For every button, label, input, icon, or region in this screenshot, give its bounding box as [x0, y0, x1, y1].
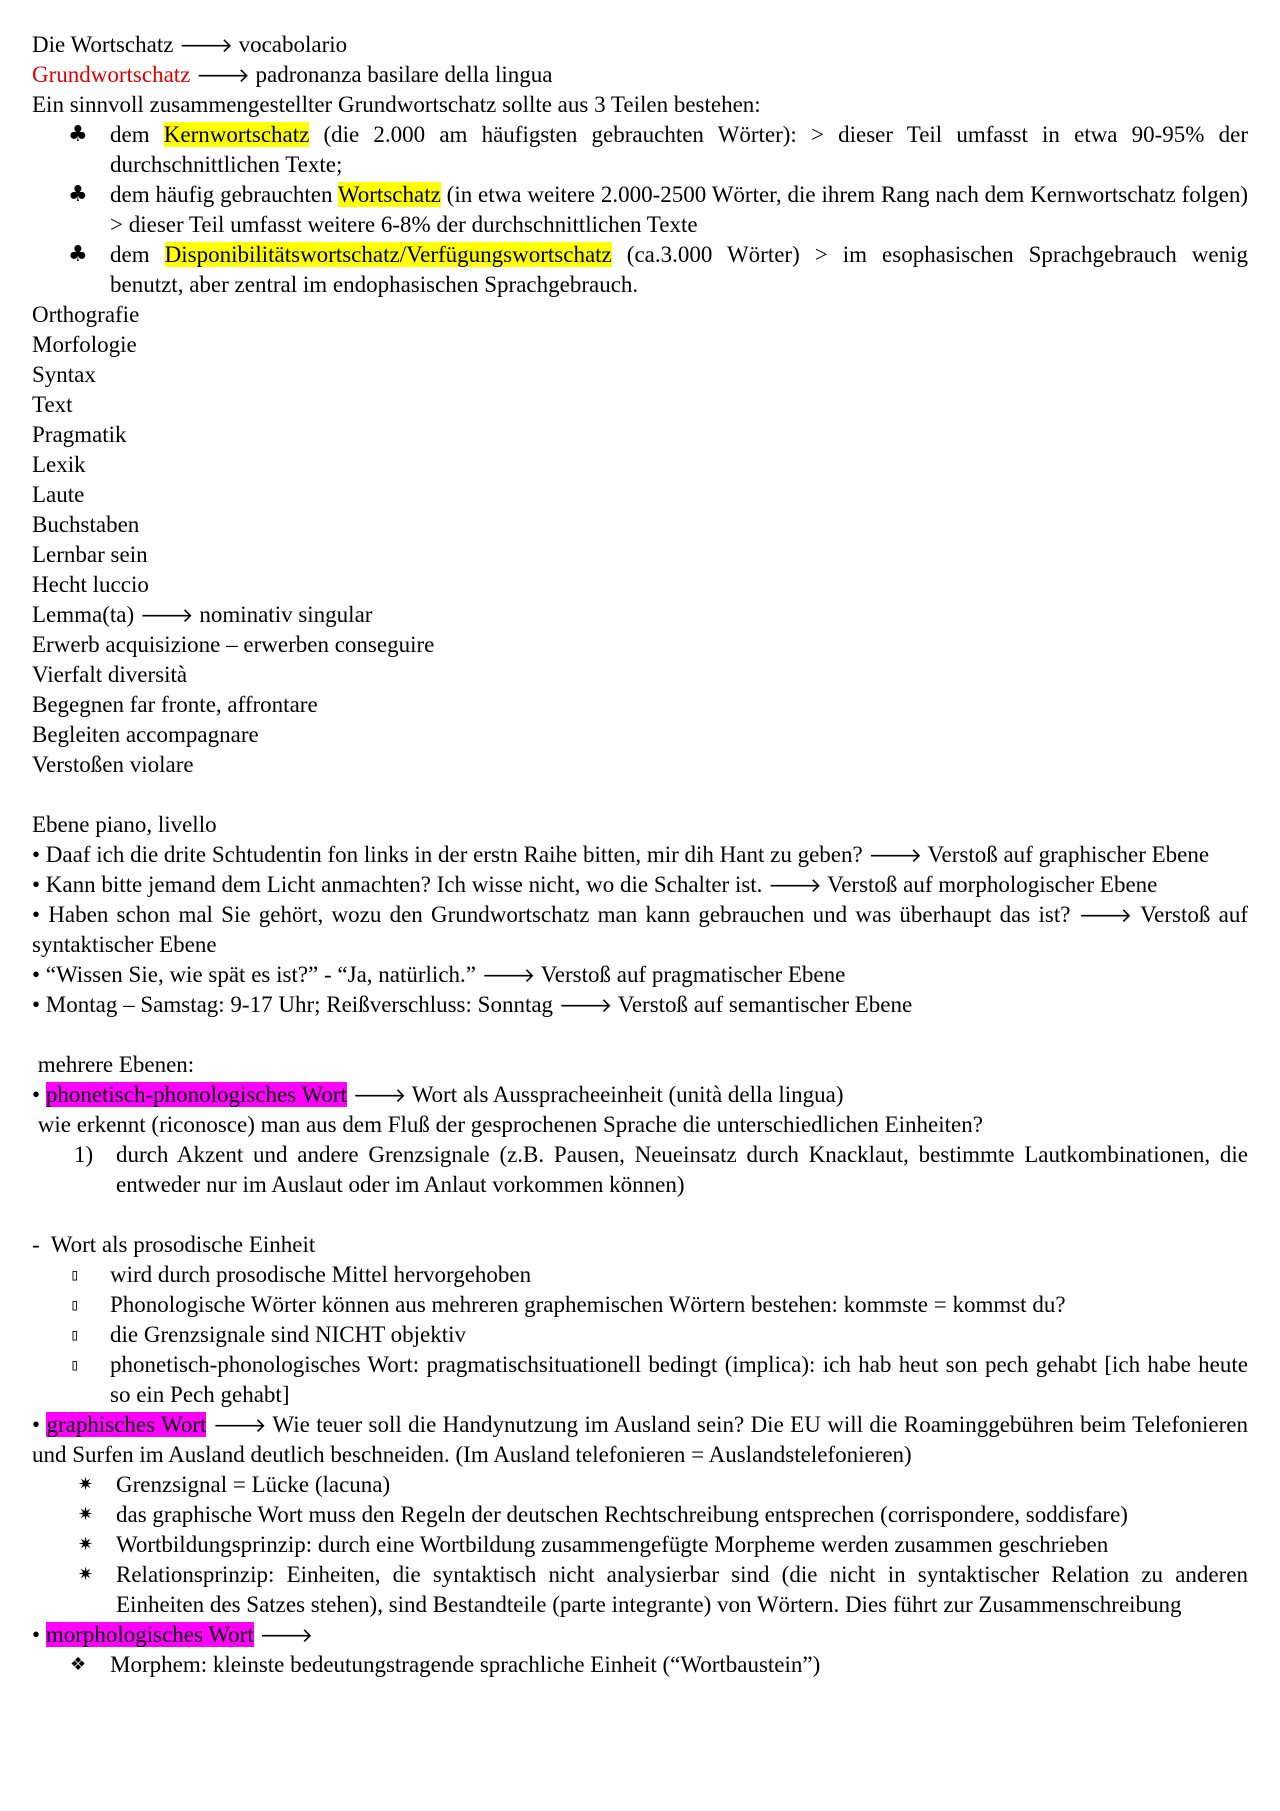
- intro-line-1: Die Wortschatz 🡒 vocabolario: [32, 32, 348, 57]
- phonetic-word-line: • phonetisch-phonologisches Wort 🡒 Wort als Ausspracheeinheit (unità della lingua): [32, 1082, 844, 1107]
- intro-line-2: Grundwortschatz 🡒 padronanza basilare della lingua: [32, 62, 553, 87]
- prosodic-title: - Wort als prosodische Einheit: [32, 1232, 316, 1257]
- arrow-icon: 🡒: [139, 603, 194, 627]
- term-line: Hecht luccio: [32, 572, 149, 597]
- star-bullet-icon: ✷: [78, 1474, 94, 1495]
- prosodic-item: ▯ phonetisch-phonologisches Wort: pragmatischsituationell bedingt (implica): ich hab heut son pech gehabt [ich habe heute so ein Pech gehabt]: [70, 1352, 1248, 1407]
- ebene-item-morphologisch: • Kann bitte jemand dem Licht anmachten? Ich wisse nicht, wo die Schalter ist. 🡒 Verstoß auf morphologischer Ebene: [32, 872, 1158, 897]
- term-line: Laute: [32, 482, 85, 507]
- ebene-item-semantisch: • Montag – Samstag: 9-17 Uhr; Reißverschluss: Sonntag 🡒 Verstoß auf semantischer Ebene: [32, 992, 913, 1017]
- club-item-kernwortschatz: ♣ dem Kernwortschatz (die 2.000 am häufigsten gebrauchten Wörter): > dieser Teil umfasst in etwa 90-95% der durchschnittlichen Texte;: [68, 122, 1248, 177]
- vocab-line: Begleiten accompagnare: [32, 722, 259, 747]
- vocab-line: Vierfalt diversità: [32, 662, 188, 687]
- star-bullet-icon: ✷: [78, 1504, 94, 1525]
- arrow-icon: 🡒: [196, 63, 250, 87]
- club-icon: ♣: [68, 182, 88, 207]
- arrow-icon: 🡒: [259, 1623, 314, 1647]
- term-line: Orthografie: [32, 302, 140, 327]
- arrow-icon: 🡒: [179, 33, 233, 57]
- morph-word-line: • morphologisches Wort 🡒: [32, 1622, 314, 1647]
- arrow-icon: 🡒: [768, 873, 822, 897]
- intro-line-3: Ein sinnvoll zusammengestellter Grundwortschatz sollte aus 3 Teilen bestehen:: [32, 92, 761, 117]
- star-bullet-icon: ✷: [78, 1534, 94, 1555]
- diamond-bullet-icon: ❖: [70, 1654, 87, 1675]
- term-line: Pragmatik: [32, 422, 127, 447]
- box-bullet-icon: ▯: [70, 1265, 80, 1284]
- spacer: [32, 1200, 1248, 1230]
- vocab-line: Begegnen far fronte, affrontare: [32, 692, 318, 717]
- prosodic-item: ▯ Phonologische Wörter können aus mehreren graphemischen Wörtern bestehen: kommste = kommst du?: [32, 1290, 1248, 1320]
- grundwortschatz-red: Grundwortschatz: [32, 62, 191, 87]
- term-line: Text: [32, 392, 73, 417]
- term-line: Lexik: [32, 452, 86, 477]
- vocab-line: Verstoßen violare: [32, 752, 194, 777]
- term-line: Lernbar sein: [32, 542, 148, 567]
- ebene-item-syntaktisch: • Haben schon mal Sie gehört, wozu den Grundwortschatz man kann gebrauchen und was überhaupt das ist? 🡒 Verstoß auf syntaktischer Ebene: [32, 902, 1248, 957]
- term-line: Syntax: [32, 362, 96, 387]
- morph-word-highlight: morphologisches Wort: [45, 1622, 254, 1647]
- vocab-line: Erwerb acquisizione – erwerben conseguire: [32, 632, 435, 657]
- ebene-title: Ebene piano, livello: [32, 812, 217, 837]
- star-bullet-icon: ✷: [78, 1564, 94, 1585]
- term-line: Morfologie: [32, 332, 137, 357]
- club-icon: ♣: [68, 122, 88, 147]
- box-bullet-icon: ▯: [70, 1355, 80, 1374]
- prosodic-item: ▯ die Grenzsignale sind NICHT objektiv: [32, 1320, 1248, 1350]
- mehrere-title: mehrere Ebenen:: [32, 1052, 195, 1077]
- arrow-icon: 🡒: [1078, 903, 1133, 927]
- arrow-icon: 🡒: [868, 843, 923, 867]
- lemma-line: Lemma(ta) 🡒 nominativ singular: [32, 602, 373, 627]
- arrow-icon: 🡒: [558, 993, 613, 1017]
- phonetic-word-highlight: phonetisch-phonologisches Wort: [45, 1082, 347, 1107]
- club-item-disponibilitaet: ♣ dem Disponibilitätswortschatz/Verfügungswortschatz (ca.3.000 Wörter) > im esophasischen Sprachgebrauch wenig benutzt, aber zentral im endophasischen Sprachgebrauch.: [68, 242, 1248, 297]
- graph-item: ✷ Grenzsignal = Lücke (lacuna): [32, 1470, 1248, 1500]
- morph-item: ❖ Morphem: kleinste bedeutungstragende sprachliche Einheit (“Wortbaustein”): [32, 1650, 1248, 1680]
- number-marker: 1): [74, 1142, 94, 1167]
- box-bullet-icon: ▯: [70, 1295, 80, 1314]
- arrow-icon: 🡒: [212, 1413, 267, 1437]
- question-line: wie erkennt (riconosce) man aus dem Fluß der gesprochenen Sprache die unterschiedlichen Einheiten?: [32, 1112, 983, 1137]
- club-icon: ♣: [68, 242, 88, 267]
- graph-item: ✷ Wortbildungsprinzip: durch eine Wortbildung zusammengefügte Morpheme werden zusammen geschrieben: [32, 1530, 1248, 1560]
- spacer: [32, 1020, 1248, 1050]
- graph-item: ✷ Relationsprinzip: Einheiten, die syntaktisch nicht analysierbar sind (die nicht in syntaktischer Relation zu anderen Einheiten des Satzes stehen), sind Bestandteile (parte integrante) von Wörtern. Dies führt zur Zusammenschreibung: [78, 1562, 1248, 1617]
- graphic-word-highlight: graphisches Wort: [46, 1412, 207, 1437]
- ebene-item-pragmatisch: • “Wissen Sie, wie spät es ist?” - “Ja, natürlich.” 🡒 Verstoß auf pragmatischer Ebene: [32, 962, 846, 987]
- graphic-word-paragraph: • graphisches Wort 🡒 Wie teuer soll die Handynutzung im Ausland sein? Die EU will die Roaminggebühren beim Telefonieren und Surfen im Ausland deutlich beschneiden. (Im Ausland telefonieren = Auslandstelefonieren): [32, 1412, 1248, 1467]
- spacer: [32, 780, 1248, 810]
- term-line: Buchstaben: [32, 512, 140, 537]
- box-bullet-icon: ▯: [70, 1325, 80, 1344]
- numbered-item: 1) durch Akzent und andere Grenzsignale (z.B. Pausen, Neueinsatz durch Knacklaut, bestimmte Lautkombinationen, die entweder nur im Auslaut oder im Anlaut vorkommen können): [74, 1142, 1248, 1197]
- arrow-icon: 🡒: [352, 1083, 407, 1107]
- arrow-icon: 🡒: [481, 963, 536, 987]
- club-item-wortschatz: ♣ dem häufig gebrauchten Wortschatz (in etwa weitere 2.000-2500 Wörter, die ihrem Rang nach dem Kernwortschatz folgen) > dieser Teil umfasst weitere 6-8% der durchschnittlichen Texte: [68, 182, 1249, 237]
- prosodic-item: ▯ wird durch prosodische Mittel hervorgehoben: [32, 1260, 1248, 1290]
- ebene-item-graphisch: • Daaf ich die drite Schtudentin fon links in der erstn Raihe bitten, mir dih Hant zu geben? 🡒 Verstoß auf graphischer Ebene: [32, 842, 1210, 867]
- graph-item: ✷ das graphische Wort muss den Regeln der deutschen Rechtschreibung entsprechen (corrispondere, soddisfare): [32, 1500, 1248, 1530]
